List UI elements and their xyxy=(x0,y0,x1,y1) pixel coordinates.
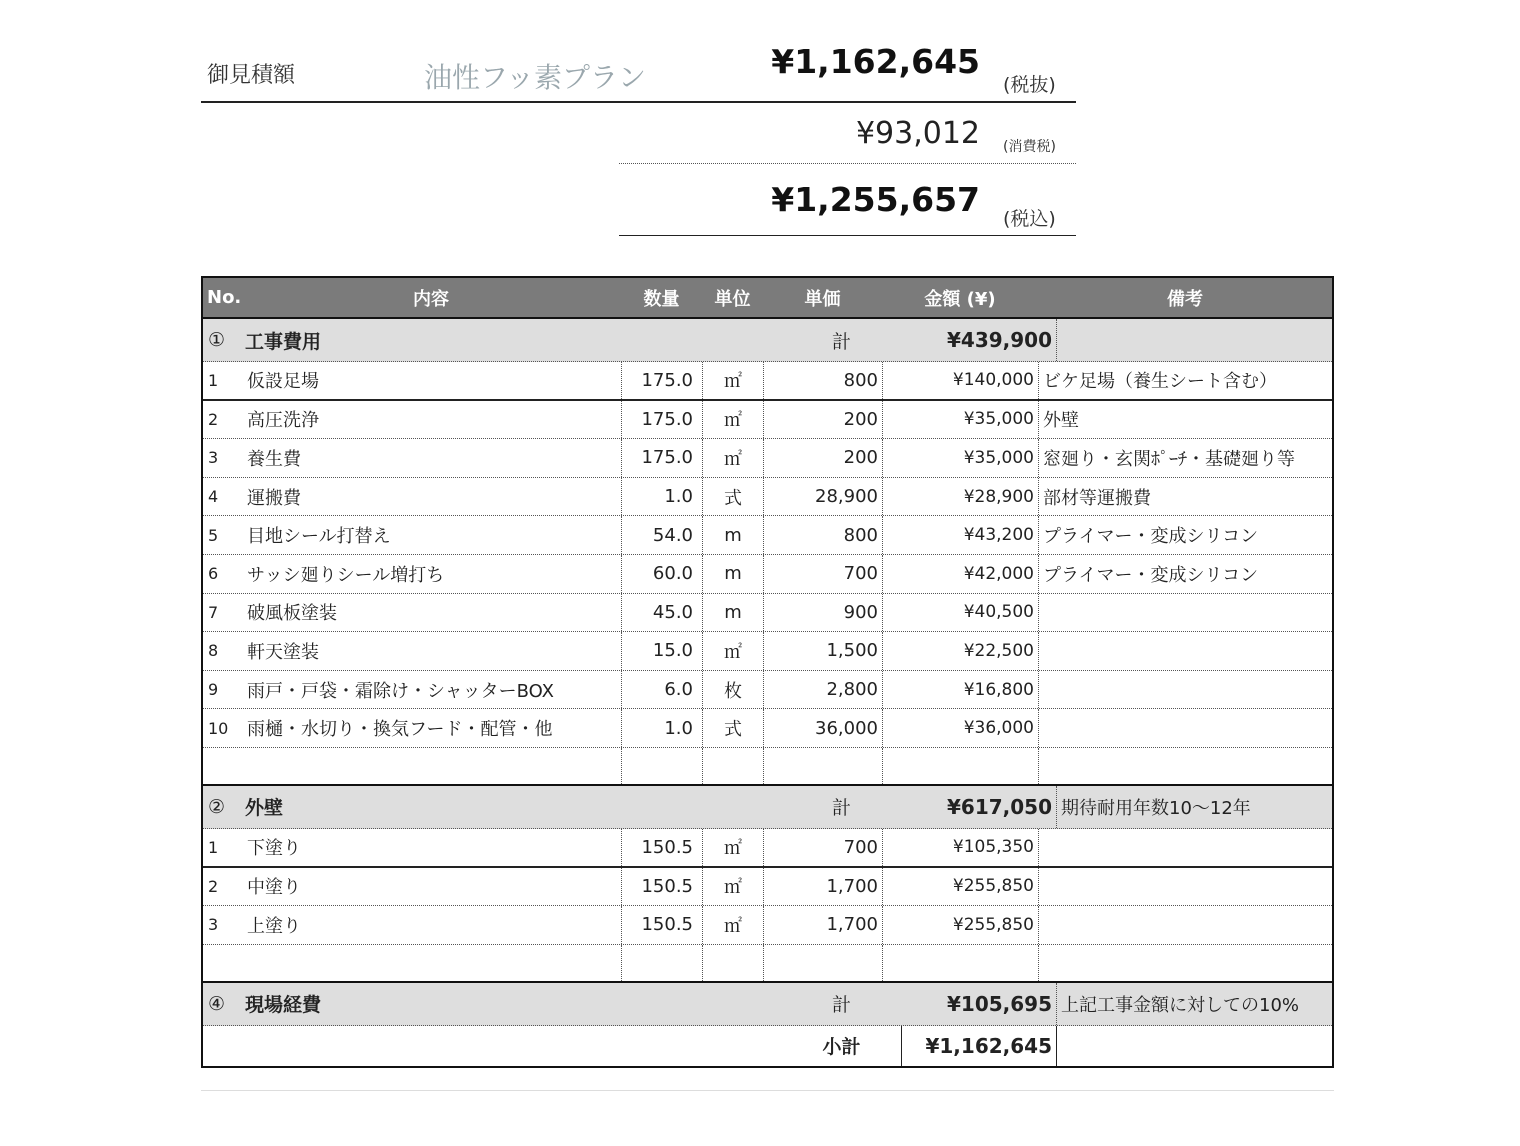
row-content: 仮設足場 xyxy=(247,371,319,393)
section-number: ④ xyxy=(208,992,226,1015)
row-remarks xyxy=(1038,906,1332,944)
amount-incl-tax: ¥1,255,657 xyxy=(771,180,980,219)
subtotal-label: 小計 xyxy=(822,1036,861,1059)
estimate-table xyxy=(201,276,1334,1068)
blank-cell xyxy=(882,748,1038,784)
blank-cell xyxy=(702,748,763,784)
table-row xyxy=(203,709,1332,748)
row-qty: 6.0 xyxy=(621,671,702,709)
table-row xyxy=(203,555,1332,594)
row-unit: ㎡ xyxy=(702,906,763,944)
row-qty: 175.0 xyxy=(621,362,702,399)
table-row xyxy=(203,439,1332,478)
row-unit-price: 700 xyxy=(763,829,882,866)
blank-cell xyxy=(203,945,241,981)
plan-name: 油性フッ素プラン xyxy=(424,61,647,94)
blank-cell xyxy=(1038,945,1332,981)
section-row xyxy=(203,319,1332,362)
row-remarks xyxy=(1038,594,1332,632)
line-tax xyxy=(619,163,1076,164)
blank-cell xyxy=(882,945,1038,981)
row-no: 1 xyxy=(208,837,219,857)
row-no: 6 xyxy=(208,564,219,584)
row-amount: ¥255,850 xyxy=(882,906,1038,944)
row-unit-price: 800 xyxy=(763,362,882,399)
section-total: ¥617,050 xyxy=(901,786,1057,828)
row-no: 10 xyxy=(208,718,229,738)
section-title: 現場経費 xyxy=(245,994,322,1017)
row-qty: 150.5 xyxy=(621,868,702,906)
blank-cell xyxy=(621,945,702,981)
row-amount: ¥35,000 xyxy=(882,401,1038,439)
row-content: 下塗り xyxy=(247,838,301,860)
blank-cell xyxy=(203,748,241,784)
row-no: 8 xyxy=(208,641,219,661)
row-qty: 45.0 xyxy=(621,594,702,632)
note-excl-tax: (税抜) xyxy=(1003,74,1056,96)
section-number: ② xyxy=(208,795,226,818)
subtotal-row xyxy=(203,1026,1332,1066)
row-qty: 175.0 xyxy=(621,439,702,477)
row-remarks xyxy=(1038,829,1332,866)
row-unit-price: 1,500 xyxy=(763,632,882,670)
row-no: 4 xyxy=(208,487,219,507)
row-unit-price: 200 xyxy=(763,401,882,439)
table-row xyxy=(203,671,1332,710)
section-total: ¥105,695 xyxy=(901,983,1057,1025)
row-content: 養生費 xyxy=(247,448,301,470)
section-title: 外壁 xyxy=(245,797,284,820)
row-unit: ㎡ xyxy=(702,868,763,906)
subtotal-remarks xyxy=(1057,1026,1332,1066)
row-unit: ㎡ xyxy=(702,632,763,670)
blank-cell xyxy=(241,748,621,784)
table-row xyxy=(203,516,1332,555)
row-unit: ㎡ xyxy=(702,401,763,439)
row-remarks xyxy=(1038,671,1332,709)
header-content: 内容 xyxy=(413,288,449,310)
row-amount: ¥43,200 xyxy=(882,516,1038,554)
row-unit-price: 36,000 xyxy=(763,709,882,747)
row-content: 雨樋・水切り・換気フード・配管・他 xyxy=(247,719,553,741)
section-remarks: 期待耐用年数10～12年 xyxy=(1061,797,1251,819)
row-unit-price: 800 xyxy=(763,516,882,554)
table-body xyxy=(203,319,1332,1026)
row-amount: ¥22,500 xyxy=(882,632,1038,670)
row-unit: ㎡ xyxy=(702,362,763,399)
row-amount: ¥16,800 xyxy=(882,671,1038,709)
table-row xyxy=(203,362,1332,401)
blank-cell xyxy=(1038,748,1332,784)
row-content: 雨戸・戸袋・霜除け・シャッターBOX xyxy=(247,680,555,702)
header-no: No. xyxy=(207,287,241,308)
row-unit: 式 xyxy=(702,709,763,747)
section-total: ¥439,900 xyxy=(901,319,1057,361)
row-qty: 15.0 xyxy=(621,632,702,670)
section-kei: 計 xyxy=(831,330,851,353)
row-amount: ¥140,000 xyxy=(882,362,1038,399)
section-remarks xyxy=(1057,319,1332,361)
blank-cell xyxy=(621,748,702,784)
row-no: 1 xyxy=(208,370,219,390)
row-unit: m xyxy=(702,555,763,593)
row-no: 2 xyxy=(208,409,219,429)
blank-cell xyxy=(763,748,882,784)
row-qty: 54.0 xyxy=(621,516,702,554)
section-title: 工事費用 xyxy=(245,330,322,353)
note-tax: (消費税) xyxy=(1003,139,1056,155)
row-remarks: 窓廻り・玄関ﾎﾟｰﾁ・基礎廻り等 xyxy=(1038,439,1332,477)
blank-row xyxy=(203,748,1332,786)
row-qty: 150.5 xyxy=(621,906,702,944)
row-unit: 式 xyxy=(702,478,763,516)
subtotal-amount: ¥1,162,645 xyxy=(901,1026,1057,1066)
row-unit: 枚 xyxy=(702,671,763,709)
table-header xyxy=(203,278,1332,319)
row-unit-price: 28,900 xyxy=(763,478,882,516)
row-qty: 175.0 xyxy=(621,401,702,439)
row-content: 目地シール打替え xyxy=(247,526,391,548)
table-row xyxy=(203,868,1332,907)
section-title-cell xyxy=(203,983,782,1025)
amount-excl-tax: ¥1,162,645 xyxy=(771,42,980,81)
row-qty: 1.0 xyxy=(621,478,702,516)
row-content: 高圧洗浄 xyxy=(247,410,319,432)
blank-cell xyxy=(241,945,621,981)
row-remarks xyxy=(1038,868,1332,906)
row-remarks: 部材等運搬費 xyxy=(1038,478,1332,516)
row-content: 軒天塗装 xyxy=(247,641,319,663)
row-no: 9 xyxy=(208,680,219,700)
header-remarks: 備考 xyxy=(1167,288,1203,310)
row-amount: ¥42,000 xyxy=(882,555,1038,593)
header-unit-price: 単価 xyxy=(804,288,841,310)
header-unit: 単位 xyxy=(714,288,751,310)
row-qty: 150.5 xyxy=(621,829,702,866)
table-row xyxy=(203,401,1332,440)
row-unit-price: 2,800 xyxy=(763,671,882,709)
row-unit: m xyxy=(702,516,763,554)
row-remarks: プライマー・変成シリコン xyxy=(1038,555,1332,593)
table-row xyxy=(203,478,1332,517)
row-unit-price: 1,700 xyxy=(763,906,882,944)
tax-amount: ¥93,012 xyxy=(855,116,980,151)
row-no: 7 xyxy=(208,602,219,622)
note-incl-tax: (税込) xyxy=(1003,208,1056,230)
row-remarks: プライマー・変成シリコン xyxy=(1038,516,1332,554)
row-remarks: ビケ足場（養生シート含む） xyxy=(1038,362,1332,399)
blank-row xyxy=(203,945,1332,983)
line-total xyxy=(619,235,1076,236)
row-amount: ¥35,000 xyxy=(882,439,1038,477)
estimate-label: 御見積額 xyxy=(207,63,296,88)
row-unit-price: 200 xyxy=(763,439,882,477)
row-content: 運搬費 xyxy=(247,487,301,509)
row-content: サッシ廻りシール増打ち xyxy=(247,564,445,586)
row-unit: ㎡ xyxy=(702,439,763,477)
row-qty: 60.0 xyxy=(621,555,702,593)
section-kei: 計 xyxy=(831,797,851,820)
row-amount: ¥255,850 xyxy=(882,868,1038,906)
row-unit: m xyxy=(702,594,763,632)
row-unit-price: 700 xyxy=(763,555,882,593)
table-row xyxy=(203,906,1332,945)
table-row xyxy=(203,594,1332,633)
row-no: 5 xyxy=(208,525,219,545)
row-unit-price: 1,700 xyxy=(763,868,882,906)
header-qty: 数量 xyxy=(643,288,680,310)
table-row xyxy=(203,829,1332,868)
row-no: 3 xyxy=(208,448,219,468)
row-no: 2 xyxy=(208,876,219,896)
line-main xyxy=(201,101,1076,103)
row-unit-price: 900 xyxy=(763,594,882,632)
section-kei: 計 xyxy=(831,994,851,1017)
row-amount: ¥28,900 xyxy=(882,478,1038,516)
row-no: 3 xyxy=(208,915,219,935)
row-content: 中塗り xyxy=(247,877,301,899)
section-title-cell xyxy=(203,319,782,361)
row-amount: ¥40,500 xyxy=(882,594,1038,632)
section-row xyxy=(203,983,1332,1026)
row-amount: ¥36,000 xyxy=(882,709,1038,747)
section-row xyxy=(203,786,1332,829)
blank-cell xyxy=(763,945,882,981)
section-number: ① xyxy=(208,329,226,351)
row-content: 上塗り xyxy=(247,915,301,937)
header-amount: 金額 (¥) xyxy=(924,288,996,310)
row-remarks xyxy=(1038,709,1332,747)
row-remarks xyxy=(1038,632,1332,670)
row-qty: 1.0 xyxy=(621,709,702,747)
table-row xyxy=(203,632,1332,671)
row-remarks: 外壁 xyxy=(1038,401,1332,439)
row-unit: ㎡ xyxy=(702,829,763,866)
section-remarks: 上記工事金額に対しての10% xyxy=(1061,994,1300,1016)
row-content: 破風板塗装 xyxy=(247,603,337,625)
subtotal-spacer xyxy=(203,1026,782,1066)
row-amount: ¥105,350 xyxy=(882,829,1038,866)
footer-divider xyxy=(201,1090,1334,1091)
blank-cell xyxy=(702,945,763,981)
section-title-cell xyxy=(203,786,782,828)
